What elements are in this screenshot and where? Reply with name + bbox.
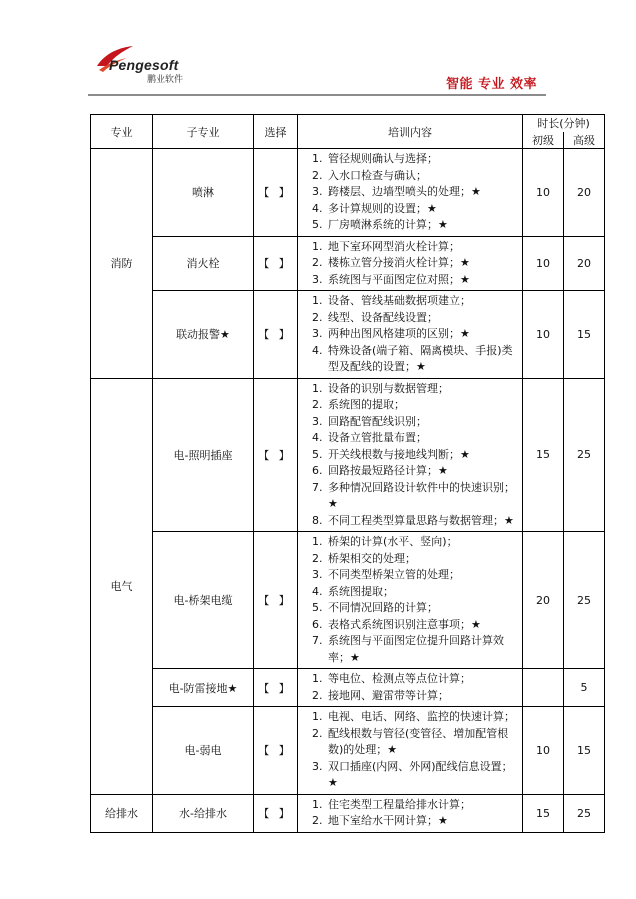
content-list-item: 1. 桥架的计算(水平、竖向)； (326, 534, 518, 551)
content-list (306, 671, 518, 704)
table-row (91, 669, 605, 707)
content-list-item: 1. 地下室环网型消火栓计算； (326, 239, 518, 256)
content-cell (298, 378, 523, 532)
table-row (91, 707, 605, 795)
content-list-item: 4. 特殊设备(端子箱、隔离模块、手报)类型及配线的设置；★ (326, 343, 518, 376)
content-list-item: 3. 不同类型桥架立管的处理； (326, 567, 518, 584)
advanced-minutes: 20 (564, 149, 605, 237)
content-list-item: 2. 入水口检查与确认； (326, 168, 518, 185)
content-cell (298, 794, 523, 832)
major-cell: 电气 (91, 378, 153, 794)
company-logo (95, 44, 205, 86)
beginner-minutes: 15 (523, 794, 564, 832)
beginner-minutes: 20 (523, 532, 564, 669)
content-list-item: 1. 设备、管线基础数据项建立； (326, 293, 518, 310)
select-checkbox[interactable]: 【 】 (254, 707, 298, 795)
advanced-minutes: 25 (564, 378, 605, 532)
content-list (306, 239, 518, 289)
content-list-item: 5. 开关线根数与接地线判断；★ (326, 447, 518, 464)
logo-text: Pengesoft (109, 57, 179, 73)
advanced-minutes: 25 (564, 794, 605, 832)
content-cell (298, 149, 523, 237)
header-content: 培训内容 (298, 115, 523, 149)
advanced-minutes: 15 (564, 707, 605, 795)
select-checkbox[interactable]: 【 】 (254, 794, 298, 832)
sub-major-cell: 电-弱电 (153, 707, 254, 795)
content-list-item: 2. 系统图的提取； (326, 397, 518, 414)
table-row (91, 532, 605, 669)
sub-major-cell: 电-桥架电缆 (153, 532, 254, 669)
select-checkbox[interactable]: 【 】 (254, 669, 298, 707)
content-list-item: 2. 桥架相交的处理； (326, 551, 518, 568)
content-list (306, 534, 518, 666)
content-list-item: 1. 电视、电话、网络、监控的快速计算； (326, 709, 518, 726)
select-checkbox[interactable]: 【 】 (254, 291, 298, 379)
content-cell (298, 532, 523, 669)
sub-major-cell: 联动报警★ (153, 291, 254, 379)
select-checkbox[interactable]: 【 】 (254, 236, 298, 291)
beginner-minutes (523, 669, 564, 707)
content-list-item: 3. 跨楼层、边墙型喷头的处理；★ (326, 184, 518, 201)
content-cell (298, 707, 523, 795)
content-list (306, 151, 518, 234)
advanced-minutes: 15 (564, 291, 605, 379)
sub-major-cell: 喷淋 (153, 149, 254, 237)
beginner-minutes: 10 (523, 291, 564, 379)
header-divider (88, 94, 546, 96)
header-beginner: 初级 (523, 132, 564, 149)
header-sub-major: 子专业 (153, 115, 254, 149)
table-row (91, 794, 605, 832)
content-list-item: 1. 设备的识别与数据管理； (326, 381, 518, 398)
content-cell (298, 291, 523, 379)
content-list-item: 4. 设备立管批量布置； (326, 430, 518, 447)
beginner-minutes: 10 (523, 236, 564, 291)
table-row (91, 291, 605, 379)
content-list-item: 4. 系统图提取； (326, 584, 518, 601)
content-list-item: 2. 线型、设备配线设置； (326, 310, 518, 327)
advanced-minutes: 5 (564, 669, 605, 707)
beginner-minutes: 10 (523, 149, 564, 237)
content-list-item: 1. 等电位、检测点等点位计算； (326, 671, 518, 688)
major-cell: 给排水 (91, 794, 153, 832)
table-row (91, 149, 605, 237)
table-body (91, 149, 605, 833)
advanced-minutes: 25 (564, 532, 605, 669)
content-list-item: 3. 系统图与平面图定位对照；★ (326, 272, 518, 289)
content-list-item: 1. 住宅类型工程量给排水计算； (326, 797, 518, 814)
content-list (306, 797, 518, 830)
table-row (91, 378, 605, 532)
sub-major-cell: 电-照明插座 (153, 378, 254, 532)
sub-major-cell: 消火栓 (153, 236, 254, 291)
select-checkbox[interactable]: 【 】 (254, 378, 298, 532)
content-list-item: 3. 回路配管配线识别； (326, 414, 518, 431)
content-list-item: 7. 多种情况回路设计软件中的快速识别；★ (326, 480, 518, 513)
content-list-item: 5. 不同情况回路的计算； (326, 600, 518, 617)
content-list-item: 2. 接地网、避雷带等计算； (326, 688, 518, 705)
content-list-item: 2. 配线根数与管径(变管径、增加配管根数)的处理；★ (326, 726, 518, 759)
content-cell (298, 236, 523, 291)
table-row (91, 236, 605, 291)
content-list-item: 2. 楼栋立管分接消火栓计算；★ (326, 255, 518, 272)
content-list-item: 4. 多计算规则的设置；★ (326, 201, 518, 218)
content-list-item: 3. 两种出图风格建项的区别；★ (326, 326, 518, 343)
content-list-item: 6. 表格式系统图识别注意事项；★ (326, 617, 518, 634)
header-advanced: 高级 (564, 132, 605, 149)
select-checkbox[interactable]: 【 】 (254, 532, 298, 669)
sub-major-cell: 电-防雷接地★ (153, 669, 254, 707)
beginner-minutes: 10 (523, 707, 564, 795)
header-major: 专业 (91, 115, 153, 149)
content-list-item: 3. 双口插座(内网、外网)配线信息设置；★ (326, 759, 518, 792)
content-list-item: 5. 厂房喷淋系统的计算；★ (326, 217, 518, 234)
slogan: 智能 专业 效率 (446, 77, 538, 92)
advanced-minutes: 20 (564, 236, 605, 291)
content-cell (298, 669, 523, 707)
content-list-item: 8. 不同工程类型算量思路与数据管理；★ (326, 513, 518, 530)
content-list (306, 293, 518, 376)
training-table (90, 114, 605, 833)
major-cell: 消防 (91, 149, 153, 379)
content-list-item: 2. 地下室给水干网计算；★ (326, 813, 518, 830)
content-list (306, 709, 518, 792)
logo-subtext: 鹏业软件 (147, 75, 184, 85)
content-list-item: 7. 系统图与平面图定位提升回路计算效率；★ (326, 633, 518, 666)
beginner-minutes: 15 (523, 378, 564, 532)
sub-major-cell: 水-给排水 (153, 794, 254, 832)
content-list-item: 6. 回路按最短路径计算；★ (326, 463, 518, 480)
content-list-item: 1. 管径规则确认与选择； (326, 151, 518, 168)
header-duration: 时长(分钟) (523, 115, 605, 132)
header-select: 选择 (254, 115, 298, 149)
content-list (306, 381, 518, 530)
select-checkbox[interactable]: 【 】 (254, 149, 298, 237)
